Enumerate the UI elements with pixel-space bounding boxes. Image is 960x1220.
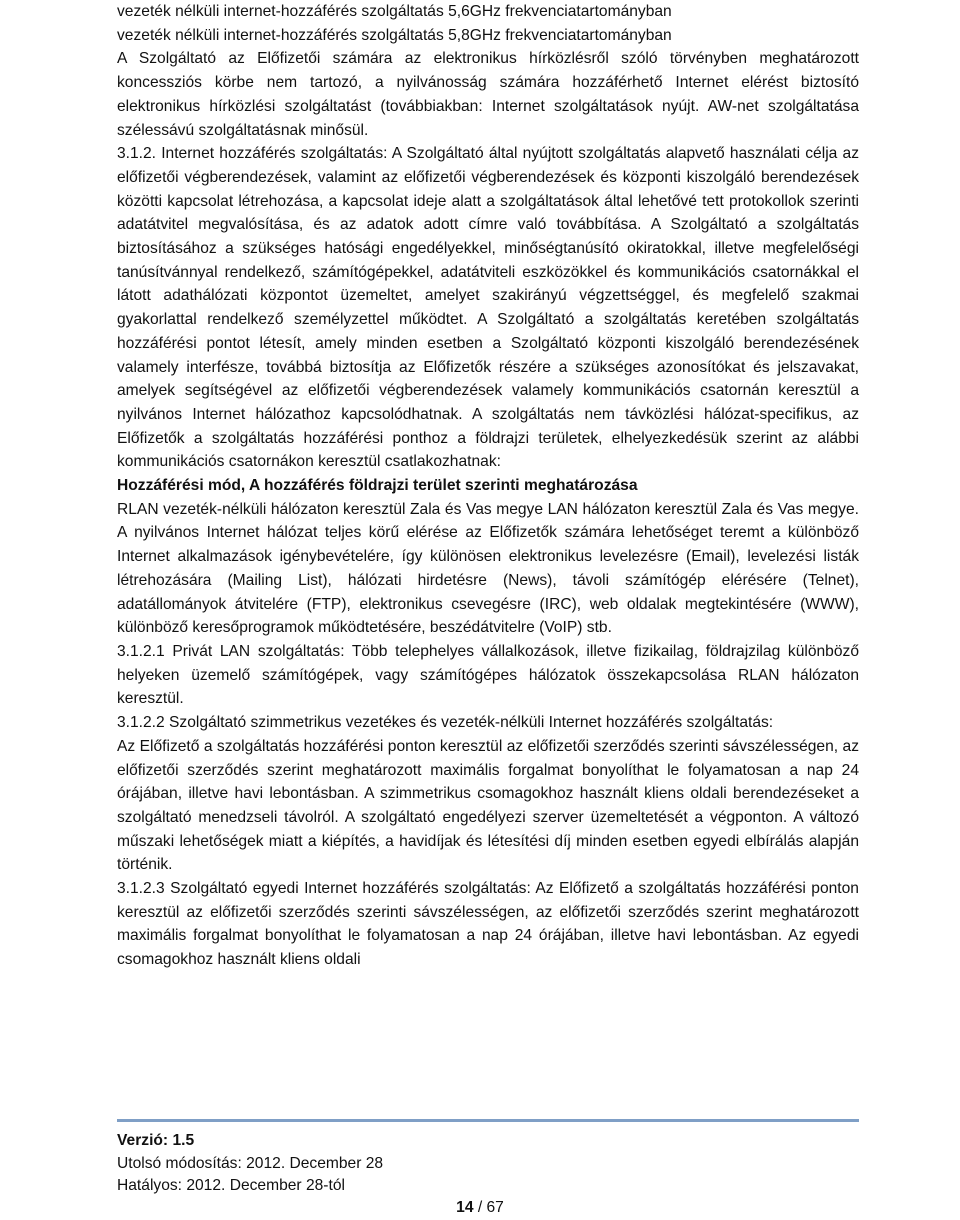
page-number-total: 67	[486, 1199, 504, 1216]
section-heading: Hozzáférési mód, A hozzáférés földrajzi terület szerinti meghatározása	[117, 477, 638, 495]
paragraph-service-intro: A Szolgáltató az Előfizetői számára az elektronikus hírközlésről szóló törvényben meghatározott koncessziós körbe nem tartozó, a nyilvánosság számára hozzáférhető Internet elérést biztosító elektronikus hírközlési szolgáltatást (továbbiakban: Internet szolgáltatások nyújt. AW-net szolgáltatása szélessávú szolgáltatásnak minősül.	[117, 50, 859, 139]
footer-modified: Utolsó módosítás: 2012. December 28	[117, 1154, 384, 1172]
paragraph-3-1-2-2: 3.1.2.2 Szolgáltató szimmetrikus vezetékes és vezeték-nélküli Internet hozzáférés szolgáltatás:	[117, 714, 774, 732]
page-number-separator: /	[473, 1199, 487, 1216]
text-line: vezeték nélküli internet-hozzáférés szolgáltatás 5,8GHz frekvenciatartományban	[117, 26, 672, 44]
page-number-current: 14	[456, 1199, 474, 1216]
footer-divider	[117, 1119, 859, 1122]
footer-effective: Hatályos: 2012. December 28-tól	[117, 1177, 345, 1194]
paragraph-3-1-2: 3.1.2. Internet hozzáférés szolgáltatás: A Szolgáltató által nyújtott szolgáltatás alapvető használati célja az előfizetői végberendezések, valamint az előfizetői végberendezések és központi kiszolgáló berendezések közötti kapcsolat létrehozása, a kapcsolat ideje alatt a szolgáltatások által lehetővé tett protokollok szerinti adatátvitel megvalósítása, és az adatok adott címre való továbbítása. A Szolgáltató a szolgáltatás biztosításához a szükséges hatósági engedélyekkel, minőségtanúsító okiratokkal, illetve megfelelőségi tanúsítvánnyal rendelkező, számítógépekkel, adatátviteli eszközökkel és kommunikációs csatornákkal el látott adathálózati központot üzemeltet, amelyet szakirányú végzettséggel, és megfelelő szakmai gyakorlattal rendelkező személyzettel működtet. A Szolgáltató a szolgáltatás keretében szolgáltatás hozzáférési pontot létesít, amely minden esetben a Szolgáltató központi kiszolgáló berendezésének valamely interfésze, továbbá biztosítja az Előfizetők részére a szükséges azonosítókat és jelszavakat, amelyek segítségével az előfizetői végberendezések valamely kommunikációs csatornán keresztül a nyilvános Internet hálózathoz kapcsolódhatnak. A szolgáltatás nem távközlési hálózat-specifikus, az Előfizetők a szolgáltatás hozzáférési ponthoz a földrajzi területek, elhelyezkedésük szerint az alábbi kommunikációs csatornákon keresztül csatlakozhatnak:	[117, 145, 859, 471]
text-line: vezeték nélküli internet-hozzáférés szolgáltatás 5,6GHz frekvenciatartományban	[117, 3, 672, 20]
document-footer	[117, 1130, 859, 1198]
document-page	[117, 0, 859, 972]
paragraph-line-1	[117, 0, 859, 24]
paragraph-3-1-2-1: 3.1.2.1 Privát LAN szolgáltatás: Több telephelyes vállalkozások, illetve fizikailag, földrajzilag különböző helyeken üzemelő számítógépek, vagy számítógépes hálózatok összekapcsolása RLAN hálózaton keresztül.	[117, 642, 859, 708]
paragraph-symmetric: Az Előfizető a szolgáltatás hozzáférési ponton keresztül az előfizetői szerződés szerinti sávszélességen, az előfizetői szerződés szerint meghatározott maximális forgalmat bonyolíthat le folyamatosan a nap 24 órájában, illetve havi lebontásban. A szimmetrikus csomagokhoz használt kliens oldali berendezéseket a szolgáltató menedzseli távolról. A szolgáltató engedélyezi szerver üzemeltetését a végponton. A változó műszaki lehetőségek miatt a kiépítés, a havidíjak és létesítési díj minden esetben egyedi elbírálás alapján történik.	[117, 737, 859, 874]
paragraph-rlan: RLAN vezeték-nélküli hálózaton keresztül Zala és Vas megye LAN hálózaton keresztül Zala és Vas megye. A nyilvános Internet hálózat teljes körű elérése az Előfizetők számára lehetőséget teremt a különböző Internet alkalmazások igénybevételére, így különösen elektronikus levelezésre (Email), levelezési listák létrehozására (Mailing List), hálózati hirdetésre (News), távoli számítógép elérésére (Telnet), adatállományok átvitelére (FTP), elektronikus csevegésre (IRC), web oldalak megtekintésére (WWW), különböző keresőprogramok működtetésére, beszédátvitelre (VoIP) stb.	[117, 500, 859, 637]
paragraph-3-1-2-3: 3.1.2.3 Szolgáltató egyedi Internet hozzáférés szolgáltatás: Az Előfizető a szolgáltatás hozzáférési ponton keresztül az előfizetői szerződés szerinti sávszélességen, az előfizetői szerződés szerint meghatározott maximális forgalmat bonyolíthat le folyamatosan a nap 24 órájában, illetve havi lebontásban. Az egyedi csomagokhoz használt kliens oldali	[117, 880, 859, 969]
page-number	[0, 1197, 960, 1219]
paragraph-line-2	[117, 24, 859, 48]
footer-version: Verzió: 1.5	[117, 1132, 195, 1149]
document-body	[117, 0, 859, 972]
